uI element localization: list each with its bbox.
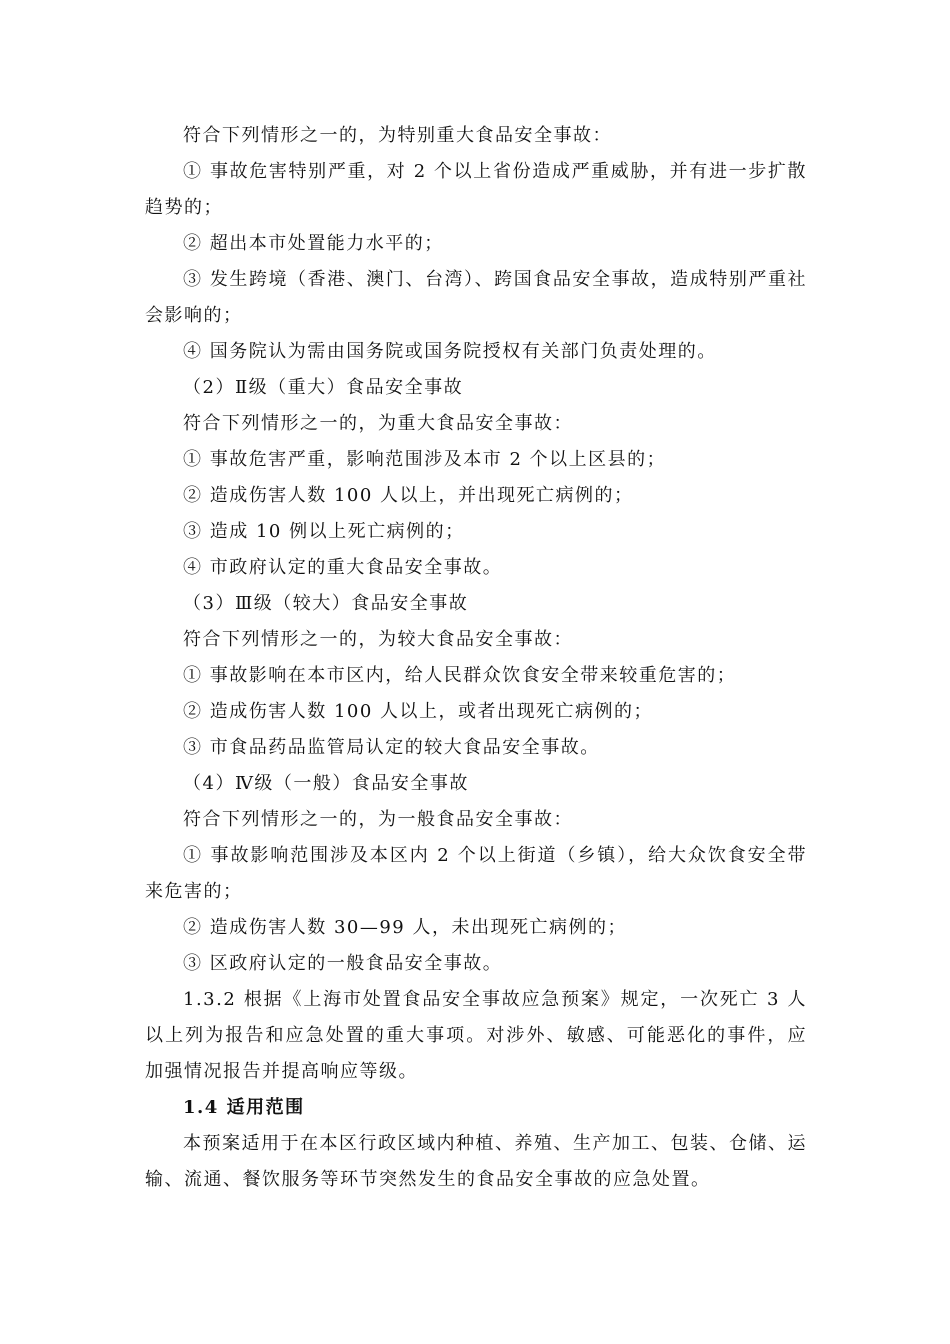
paragraph-level3-item1: ① 事故影响在本市区内，给人民群众饮食安全带来较重危害的； — [183, 665, 737, 686]
document-page — [145, 118, 807, 1198]
section-heading-scope: 1.4 适用范围 — [183, 1097, 305, 1118]
paragraph-level1-item1: ① 事故危害特别严重，对 2 个以上省份造成严重威胁，并有进一步扩散趋势的； — [145, 161, 807, 218]
paragraph-level4-item3: ③ 区政府认定的一般食品安全事故。 — [183, 953, 503, 974]
subheading-level2: （2）Ⅱ级（重大）食品安全事故 — [183, 377, 464, 398]
paragraph-intro-level1: 符合下列情形之一的，为特别重大食品安全事故： — [183, 125, 612, 146]
paragraph-level3-item3: ③ 市食品药品监管局认定的较大食品安全事故。 — [183, 737, 600, 758]
paragraph-reporting-rule: 1.3.2 根据《上海市处置食品安全事故应急预案》规定，一次死亡 3 人以上列为报告和应急处置的重大事项。对涉外、敏感、可能恶化的事件，应加强情况报告并提高响应等级。 — [145, 989, 807, 1082]
subheading-level4: （4）Ⅳ级（一般）食品安全事故 — [183, 773, 469, 794]
paragraph-level4-item2: ② 造成伤害人数 30—99 人，未出现死亡病例的； — [183, 917, 627, 938]
paragraph-level1-item3: ③ 发生跨境（香港、澳门、台湾）、跨国食品安全事故，造成特别严重社会影响的； — [145, 269, 807, 326]
paragraph-level2-item1: ① 事故危害严重，影响范围涉及本市 2 个以上区县的； — [183, 449, 667, 470]
paragraph-intro-level2: 符合下列情形之一的，为重大食品安全事故： — [183, 413, 573, 434]
paragraph-level2-item3: ③ 造成 10 例以上死亡病例的； — [183, 521, 465, 542]
subheading-level3: （3）Ⅲ级（较大）食品安全事故 — [183, 593, 469, 614]
paragraph-level2-item2: ② 造成伤害人数 100 人以上，并出现死亡病例的； — [183, 485, 634, 506]
paragraph-level3-item2: ② 造成伤害人数 100 人以上，或者出现死亡病例的； — [183, 701, 654, 722]
paragraph-intro-level4: 符合下列情形之一的，为一般食品安全事故： — [183, 809, 573, 830]
paragraph-level2-item4: ④ 市政府认定的重大食品安全事故。 — [183, 557, 503, 578]
paragraph-level1-item4: ④ 国务院认为需由国务院或国务院授权有关部门负责处理的。 — [183, 341, 717, 362]
paragraph-intro-level3: 符合下列情形之一的，为较大食品安全事故： — [183, 629, 573, 650]
paragraph-level4-item1: ① 事故影响范围涉及本区内 2 个以上街道（乡镇），给大众饮食安全带来危害的； — [145, 845, 807, 902]
paragraph-level1-item2: ② 超出本市处置能力水平的； — [183, 233, 444, 254]
paragraph-scope: 本预案适用于在本区行政区域内种植、养殖、生产加工、包装、仓储、运输、流通、餐饮服务等环节突然发生的食品安全事故的应急处置。 — [145, 1133, 807, 1190]
